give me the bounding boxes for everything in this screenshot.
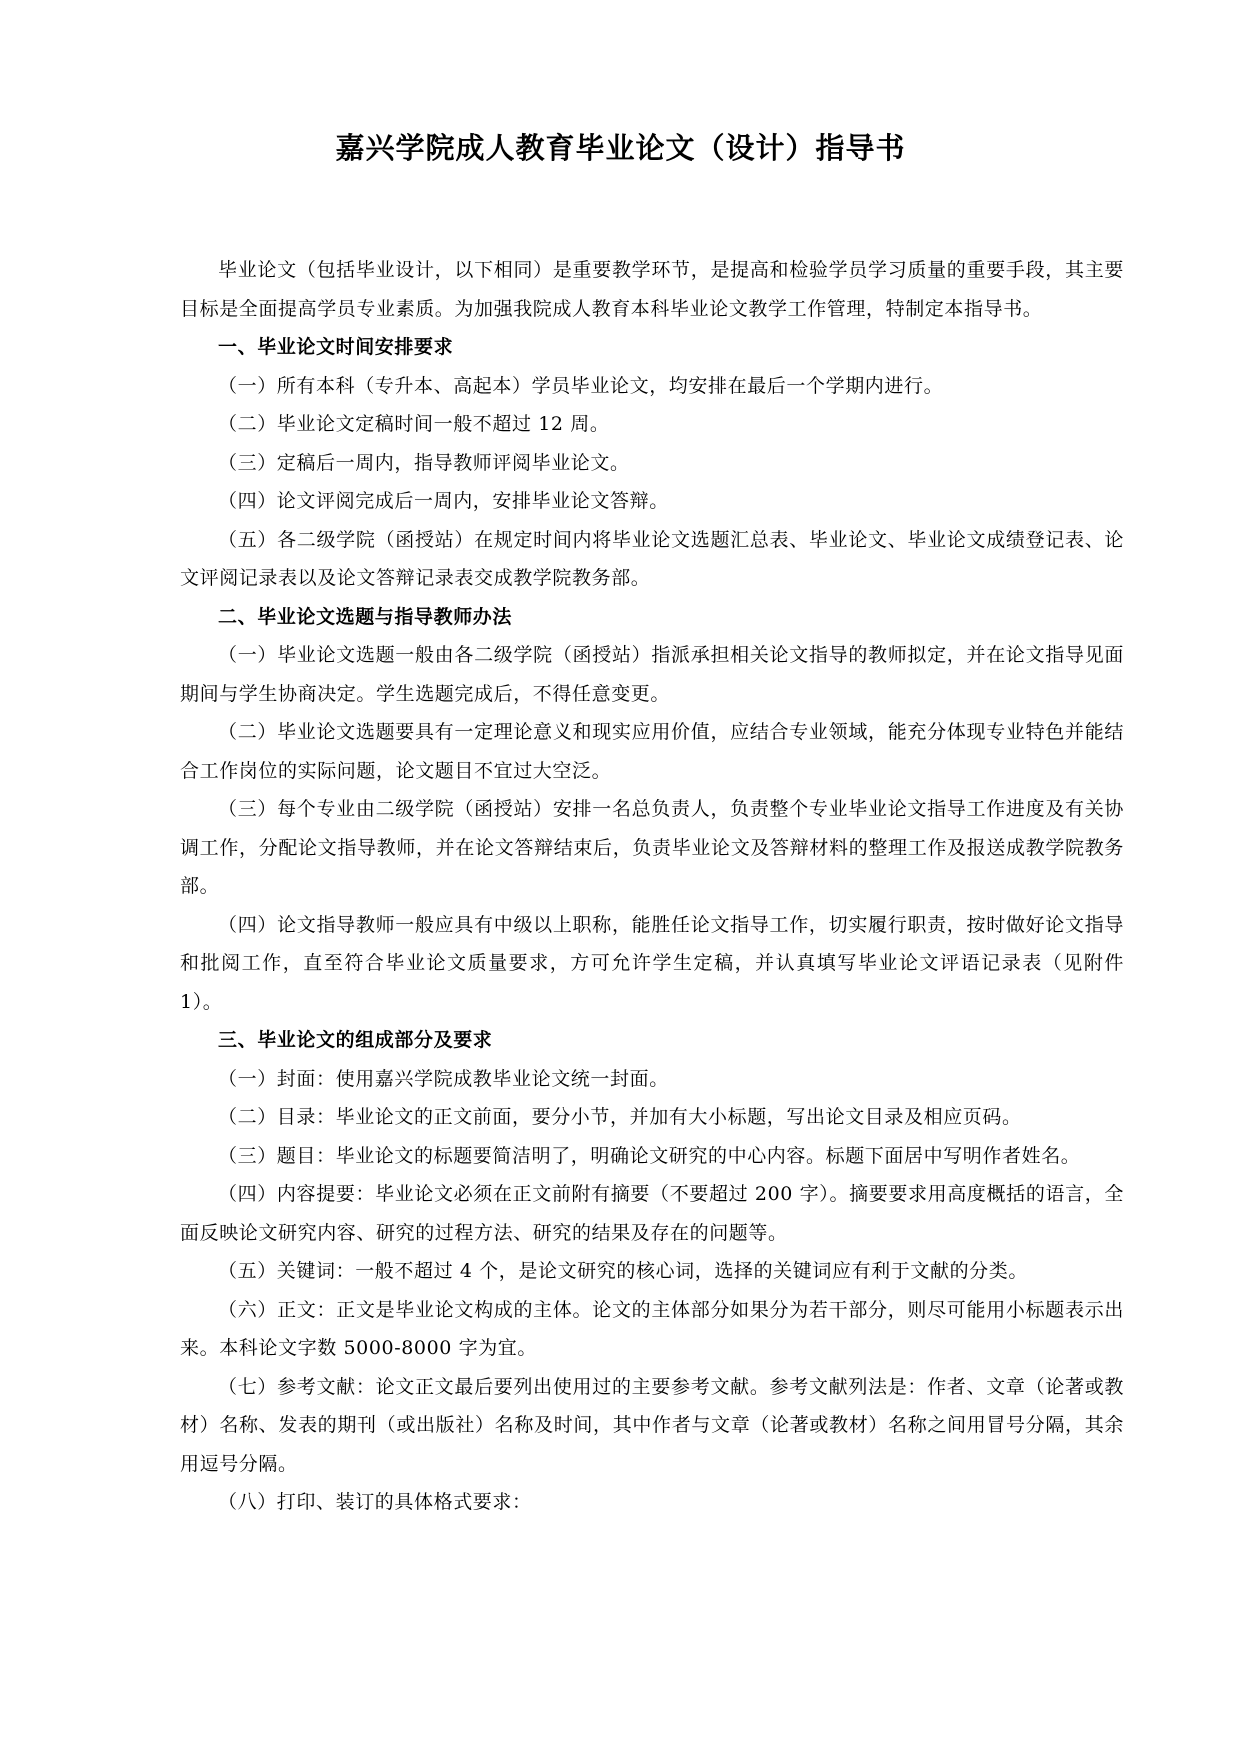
section-item: （六）正文：正文是毕业论文构成的主体。论文的主体部分如果分为若干部分，则尽可能用小标题表示出来。本科论文字数 5000-8000 字为宜。 <box>180 1298 1124 1359</box>
page-title: 嘉兴学院成人教育毕业论文（设计）指导书 <box>335 131 906 165</box>
section-heading: 一、毕业论文时间安排要求 <box>218 336 454 358</box>
section-item: （七）参考文献：论文正文最后要列出使用过的主要参考文献。参考文献列法是：作者、文章（论著或教材）名称、发表的期刊（或出版社）名称及时间，其中作者与文章（论著或教材）名称之间用冒号分隔，其余用逗号分隔。 <box>180 1375 1124 1475</box>
document-body <box>180 251 1124 1522</box>
section-item: （一）毕业论文选题一般由各二级学院（函授站）指派承担相关论文指导的教师拟定，并在论文指导见面期间与学生协商决定。学生选题完成后，不得任意变更。 <box>180 644 1124 705</box>
intro-paragraph: 毕业论文（包括毕业设计，以下相同）是重要教学环节，是提高和检验学员学习质量的重要手段，其主要目标是全面提高学员专业素质。为加强我院成人教育本科毕业论文教学工作管理，特制定本指导书。 <box>180 259 1124 320</box>
section-item: （三）定稿后一周内，指导教师评阅毕业论文。 <box>218 451 630 474</box>
section-item: （三）每个专业由二级学院（函授站）安排一名总负责人，负责整个专业毕业论文指导工作进度及有关协调工作，分配论文指导教师，并在论文答辩结束后，负责毕业论文及答辩材料的整理工作及报送成教学院教务部。 <box>180 798 1124 897</box>
section-item: （五）各二级学院（函授站）在规定时间内将毕业论文选题汇总表、毕业论文、毕业论文成绩登记表、论文评阅记录表以及论文答辩记录表交成教学院教务部。 <box>180 528 1124 589</box>
section-item: （三）题目：毕业论文的标题要简洁明了，明确论文研究的中心内容。标题下面居中写明作者姓名。 <box>218 1144 1081 1167</box>
section-item: （四）论文评阅完成后一周内，安排毕业论文答辩。 <box>218 490 669 512</box>
section-heading: 二、毕业论文选题与指导教师办法 <box>218 605 513 628</box>
section-item: （二）毕业论文定稿时间一般不超过 12 周。 <box>218 413 610 435</box>
section-item: （二）目录：毕业论文的正文前面，要分小节，并加有大小标题，写出论文目录及相应页码。 <box>218 1106 1022 1128</box>
section-item: （四）论文指导教师一般应具有中级以上职称，能胜任论文指导工作，切实履行职责，按时做好论文指导和批阅工作，直至符合毕业论文质量要求，方可允许学生定稿，并认真填写毕业论文评语记录表（见附件 1）。 <box>180 913 1124 1013</box>
section-heading: 三、毕业论文的组成部分及要求 <box>218 1029 493 1051</box>
section-item: （一）所有本科（专升本、高起本）学员毕业论文，均安排在最后一个学期内进行。 <box>218 374 944 397</box>
section-item: （八）打印、装订的具体格式要求： <box>218 1491 532 1513</box>
section-item: （四）内容提要：毕业论文必须在正文前附有摘要（不要超过 200 字）。摘要要求用高度概括的语言，全面反映论文研究内容、研究的过程方法、研究的结果及存在的问题等。 <box>180 1183 1124 1244</box>
section-item: （二）毕业论文选题要具有一定理论意义和现实应用价值，应结合专业领域，能充分体现专业特色并能结合工作岗位的实际问题，论文题目不宜过大空泛。 <box>180 721 1124 782</box>
section-item: （五）关键词：一般不超过 4 个，是论文研究的核心词，选择的关键词应有利于文献的分类。 <box>218 1260 1028 1282</box>
section-item: （一）封面：使用嘉兴学院成教毕业论文统一封面。 <box>218 1067 669 1090</box>
